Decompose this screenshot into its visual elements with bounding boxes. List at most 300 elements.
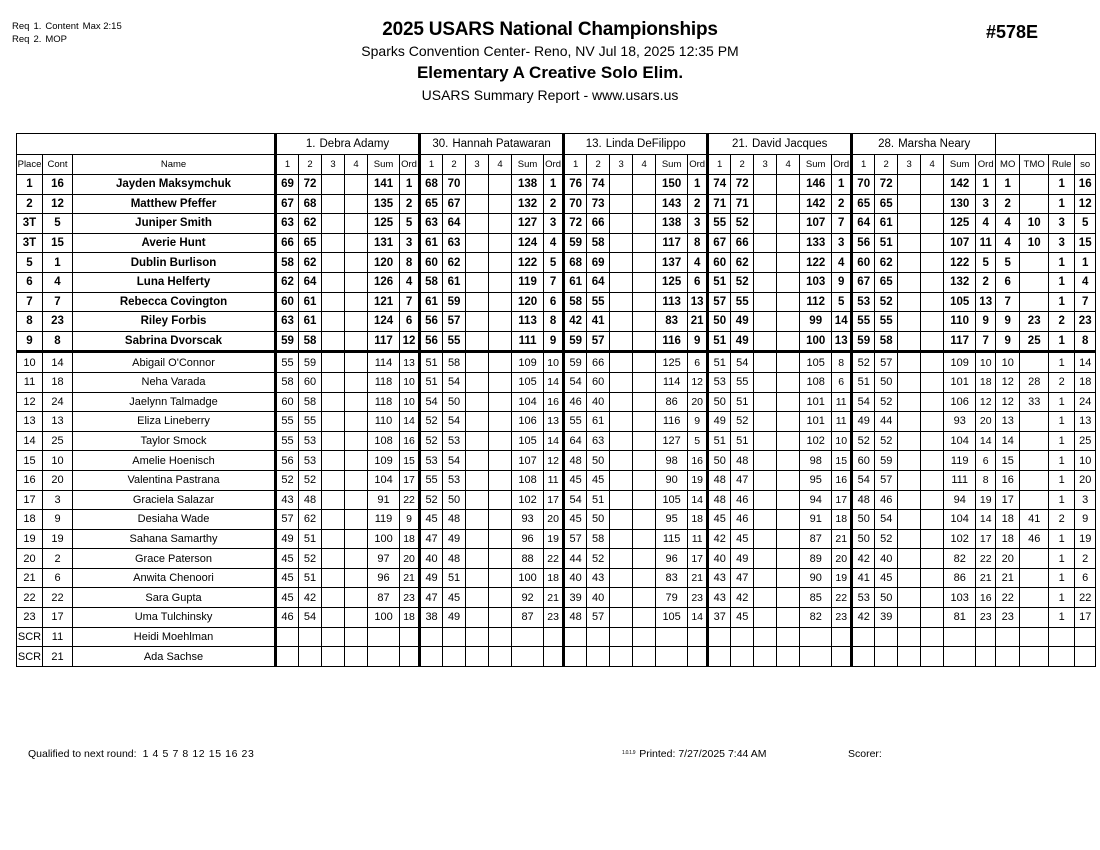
cell-j5-1: 54: [852, 392, 875, 412]
cell-j2-sum: 87: [512, 608, 544, 628]
cell-j3-sum: 137: [656, 253, 688, 273]
cell-j5-sum: 119: [944, 451, 976, 471]
cell-j3-ord: 2: [688, 194, 708, 214]
cell-skater-name: Grace Paterson: [73, 549, 276, 569]
cell-j4-sum: 99: [800, 312, 832, 332]
cell-j4-sum: 94: [800, 490, 832, 510]
cell-j1-sum: 126: [368, 272, 400, 292]
printed-info: [622, 748, 766, 760]
cell-j1-sum: 96: [368, 568, 400, 588]
cell-j4-ord: 13: [832, 331, 852, 352]
cell-j1-1: 57: [276, 510, 299, 530]
cell-j3-4: [633, 412, 656, 432]
cell-j1-1: 45: [276, 588, 299, 608]
cell-j1-ord: [400, 627, 420, 647]
cell-j3-2: 40: [587, 588, 610, 608]
qualified-numbers: 1 4 5 7 8 12 15 16 23: [142, 748, 255, 760]
cell-j1-ord: 10: [400, 392, 420, 412]
cell-j4-sum: 85: [800, 588, 832, 608]
cell-mo: 18: [996, 510, 1020, 530]
cell-skater-name: Eliza Lineberry: [73, 412, 276, 432]
cell-j5-sum: 109: [944, 352, 976, 373]
table-row: [17, 588, 1096, 608]
cell-j3-3: [610, 194, 633, 214]
cell-j4-3: [754, 372, 777, 392]
cell-j1-4: [345, 194, 368, 214]
col-header-j3-1: 1: [564, 155, 587, 175]
cell-skater-name: Desiaha Wade: [73, 510, 276, 530]
cell-skater-name: Rebecca Covington: [73, 292, 276, 312]
cell-j3-2: 66: [587, 352, 610, 373]
cell-j3-1: 48: [564, 451, 587, 471]
cell-j2-4: [489, 372, 512, 392]
cell-j5-1: 42: [852, 608, 875, 628]
cell-j4-sum: 91: [800, 510, 832, 530]
cell-j5-2: 52: [875, 431, 898, 451]
cell-j4-sum: [800, 627, 832, 647]
cell-j4-1: 50: [708, 312, 731, 332]
cell-j2-sum: 93: [512, 510, 544, 530]
cell-j5-2: 72: [875, 175, 898, 195]
cell-j3-4: [633, 392, 656, 412]
cell-j2-sum: 105: [512, 372, 544, 392]
cell-j3-3: [610, 272, 633, 292]
cell-j2-ord: 20: [544, 510, 564, 530]
cell-j4-2: 46: [731, 510, 754, 530]
cell-j4-ord: 21: [832, 529, 852, 549]
cell-j3-1: 42: [564, 312, 587, 332]
cell-rule: 1: [1049, 392, 1075, 412]
cell-rule: 1: [1049, 470, 1075, 490]
cell-j2-1: 52: [420, 412, 443, 432]
cell-skater-name: Averie Hunt: [73, 233, 276, 253]
cell-j3-ord: 19: [688, 470, 708, 490]
cell-j2-sum: 127: [512, 214, 544, 234]
cell-j5-sum: 82: [944, 549, 976, 569]
cell-skater-name: Sara Gupta: [73, 588, 276, 608]
cell-j2-1: 55: [420, 470, 443, 490]
cell-j5-4: [921, 331, 944, 352]
cell-j4-2: 72: [731, 175, 754, 195]
cell-place: 9: [17, 331, 43, 352]
table-row: [17, 312, 1096, 332]
judge-header-4: [708, 134, 852, 155]
cell-j4-4: [777, 233, 800, 253]
cell-j1-ord: 6: [400, 312, 420, 332]
cell-j1-1: 60: [276, 292, 299, 312]
cell-j3-ord: 6: [688, 352, 708, 373]
cell-j1-ord: 7: [400, 292, 420, 312]
results-table-body: [17, 175, 1096, 667]
cell-j1-4: [345, 312, 368, 332]
cell-j3-sum: 138: [656, 214, 688, 234]
cell-j5-4: [921, 253, 944, 273]
cell-rule: 1: [1049, 412, 1075, 432]
cell-skater-name: Matthew Pfeffer: [73, 194, 276, 214]
cell-j1-1: 59: [276, 331, 299, 352]
cell-rule: 3: [1049, 214, 1075, 234]
cell-j1-1: [276, 647, 299, 667]
cell-j4-sum: 146: [800, 175, 832, 195]
cell-j3-4: [633, 451, 656, 471]
col-header-j3-4: 4: [633, 155, 656, 175]
table-row: [17, 331, 1096, 352]
cell-j4-1: 51: [708, 431, 731, 451]
cell-j5-1: 60: [852, 451, 875, 471]
cell-j4-ord: [832, 627, 852, 647]
cell-j2-4: [489, 510, 512, 530]
cell-j3-3: [610, 510, 633, 530]
cell-j5-2: 58: [875, 331, 898, 352]
col-header-j4-3: 3: [754, 155, 777, 175]
cell-j3-1: 72: [564, 214, 587, 234]
cell-j4-4: [777, 490, 800, 510]
cell-j5-4: [921, 175, 944, 195]
cell-contestant-number: 10: [43, 451, 73, 471]
cell-j1-1: 55: [276, 412, 299, 432]
cell-j3-2: [587, 647, 610, 667]
table-row: [17, 412, 1096, 432]
cell-tmo: 23: [1020, 312, 1049, 332]
cell-tmo: [1020, 431, 1049, 451]
cell-j2-2: 54: [443, 372, 466, 392]
col-header-j5-ord: Ord: [976, 155, 996, 175]
cell-j1-ord: 18: [400, 608, 420, 628]
cell-j5-2: 39: [875, 608, 898, 628]
cell-contestant-number: 17: [43, 608, 73, 628]
cell-tmo: [1020, 292, 1049, 312]
cell-place: 5: [17, 253, 43, 273]
cell-j3-3: [610, 588, 633, 608]
cell-j2-1: 58: [420, 272, 443, 292]
cell-skater-name: Abigail O'Connor: [73, 352, 276, 373]
cell-mo: [996, 627, 1020, 647]
cell-j4-1: 37: [708, 608, 731, 628]
cell-j3-3: [610, 647, 633, 667]
col-header-j3-2: 2: [587, 155, 610, 175]
cell-j1-2: 55: [299, 412, 322, 432]
cell-j3-sum: 143: [656, 194, 688, 214]
cell-contestant-number: 14: [43, 352, 73, 373]
cell-mo: 5: [996, 253, 1020, 273]
cell-place: SCR: [17, 647, 43, 667]
cell-j3-3: [610, 549, 633, 569]
cell-j1-3: [322, 253, 345, 273]
cell-j3-2: 66: [587, 214, 610, 234]
cell-j5-2: 55: [875, 312, 898, 332]
cell-j4-3: [754, 627, 777, 647]
cell-j3-4: [633, 529, 656, 549]
cell-place: SCR: [17, 627, 43, 647]
cell-j5-3: [898, 352, 921, 373]
cell-j2-2: 59: [443, 292, 466, 312]
cell-j5-ord: 13: [976, 292, 996, 312]
cell-j3-4: [633, 470, 656, 490]
judge-name-1: Debra Adamy: [319, 138, 390, 150]
cell-skater-name: Jaelynn Talmadge: [73, 392, 276, 412]
cell-j3-sum: 116: [656, 331, 688, 352]
col-header-j2-1: 1: [420, 155, 443, 175]
cell-j5-sum: [944, 647, 976, 667]
req-2-label: Req: [12, 34, 30, 45]
cell-j3-ord: 21: [688, 568, 708, 588]
cell-tmo: [1020, 490, 1049, 510]
cell-j2-1: 61: [420, 292, 443, 312]
cell-j4-sum: 101: [800, 412, 832, 432]
cell-j1-4: [345, 470, 368, 490]
cell-j5-1: 54: [852, 470, 875, 490]
cell-j2-3: [466, 352, 489, 373]
table-row: [17, 352, 1096, 373]
cell-j4-1: 42: [708, 529, 731, 549]
cell-contestant-number: 11: [43, 627, 73, 647]
cell-j5-3: [898, 568, 921, 588]
cell-contestant-number: 20: [43, 470, 73, 490]
cell-j5-ord: 5: [976, 253, 996, 273]
cell-j5-1: 56: [852, 233, 875, 253]
cell-j5-3: [898, 627, 921, 647]
cell-rule: 2: [1049, 312, 1075, 332]
cell-j4-sum: 82: [800, 608, 832, 628]
cell-place: 20: [17, 549, 43, 569]
cell-j3-sum: 127: [656, 431, 688, 451]
cell-place: 14: [17, 431, 43, 451]
cell-mo: 18: [996, 529, 1020, 549]
cell-contestant-number: 7: [43, 292, 73, 312]
cell-j2-2: 51: [443, 568, 466, 588]
cell-rule: 2: [1049, 510, 1075, 530]
cell-j4-ord: [832, 647, 852, 667]
cell-j2-ord: 8: [544, 312, 564, 332]
cell-j4-4: [777, 253, 800, 273]
cell-j3-4: [633, 588, 656, 608]
cell-j3-1: 58: [564, 292, 587, 312]
cell-skater-name: Jayden Maksymchuk: [73, 175, 276, 195]
cell-j3-ord: 21: [688, 312, 708, 332]
results-table-head: [17, 134, 1096, 175]
cell-j5-1: 50: [852, 510, 875, 530]
req-1-extra: Max 2:15: [82, 21, 122, 32]
cell-j5-2: 46: [875, 490, 898, 510]
cell-rule: 1: [1049, 568, 1075, 588]
cell-j4-4: [777, 175, 800, 195]
cell-j5-1: 70: [852, 175, 875, 195]
cell-j2-sum: 92: [512, 588, 544, 608]
title-block: [0, 18, 1100, 105]
cell-j3-1: 40: [564, 568, 587, 588]
cell-j1-4: [345, 549, 368, 569]
cell-j4-ord: 11: [832, 412, 852, 432]
cell-j2-1: [420, 627, 443, 647]
cell-j3-ord: 5: [688, 431, 708, 451]
judge-name-2: Hannah Patawaran: [452, 138, 551, 150]
cell-j3-3: [610, 490, 633, 510]
cell-rule: 1: [1049, 352, 1075, 373]
req-1-text: Content: [45, 21, 79, 32]
cell-j3-4: [633, 312, 656, 332]
cell-j4-ord: 2: [832, 194, 852, 214]
cell-j2-ord: 2: [544, 194, 564, 214]
cell-j4-4: [777, 312, 800, 332]
table-row: [17, 608, 1096, 628]
cell-j3-2: 74: [587, 175, 610, 195]
cell-j1-sum: [368, 647, 400, 667]
cell-j3-sum: 83: [656, 312, 688, 332]
cell-j1-3: [322, 549, 345, 569]
cell-j2-4: [489, 272, 512, 292]
cell-j4-2: 52: [731, 272, 754, 292]
cell-mo: 13: [996, 412, 1020, 432]
cell-j3-2: 64: [587, 272, 610, 292]
requirement-line-1: [12, 20, 126, 33]
judge-header-1: [276, 134, 420, 155]
cell-j2-2: 54: [443, 451, 466, 471]
cell-j2-1: 47: [420, 588, 443, 608]
cell-j1-sum: 109: [368, 451, 400, 471]
cell-j2-sum: 104: [512, 392, 544, 412]
cell-j2-sum: 96: [512, 529, 544, 549]
cell-j3-sum: 117: [656, 233, 688, 253]
cell-j1-1: 62: [276, 272, 299, 292]
cell-j2-3: [466, 233, 489, 253]
cell-j5-2: [875, 627, 898, 647]
cell-j2-3: [466, 510, 489, 530]
cell-j3-ord: 20: [688, 392, 708, 412]
cell-j3-ord: 13: [688, 292, 708, 312]
cell-j5-4: [921, 372, 944, 392]
cell-tmo: [1020, 608, 1049, 628]
col-header-j5-sum: Sum: [944, 155, 976, 175]
cell-tmo: [1020, 647, 1049, 667]
cell-contestant-number: 3: [43, 490, 73, 510]
cell-j1-3: [322, 647, 345, 667]
cell-j5-2: 59: [875, 451, 898, 471]
cell-j5-1: 41: [852, 568, 875, 588]
cell-j3-1: 59: [564, 352, 587, 373]
cell-j3-1: 45: [564, 510, 587, 530]
cell-j3-3: [610, 233, 633, 253]
cell-j5-1: 65: [852, 194, 875, 214]
cell-j3-ord: 6: [688, 272, 708, 292]
cell-j1-3: [322, 412, 345, 432]
cell-mo: [996, 647, 1020, 667]
cell-j4-sum: 108: [800, 372, 832, 392]
cell-j1-sum: 118: [368, 392, 400, 412]
cell-j3-4: [633, 233, 656, 253]
cell-j2-ord: 3: [544, 214, 564, 234]
results-table-container: [16, 133, 1092, 667]
cell-j2-1: 60: [420, 253, 443, 273]
cell-j1-sum: 110: [368, 412, 400, 432]
cell-j2-sum: 124: [512, 233, 544, 253]
cell-skater-name: Neha Varada: [73, 372, 276, 392]
cell-j1-2: 62: [299, 214, 322, 234]
cell-j2-4: [489, 608, 512, 628]
cell-skater-name: Dublin Burlison: [73, 253, 276, 273]
cell-j2-1: 61: [420, 233, 443, 253]
cell-j2-4: [489, 233, 512, 253]
cell-j1-sum: 104: [368, 470, 400, 490]
cell-rule: 2: [1049, 372, 1075, 392]
cell-j5-3: [898, 431, 921, 451]
venue-line: Sparks Convention Center- Reno, NV Jul 18, 2025 12:35 PM: [361, 43, 739, 59]
cell-j3-sum: 113: [656, 292, 688, 312]
cell-j4-2: 52: [731, 214, 754, 234]
judge-number-4: 21.: [731, 138, 748, 150]
table-row: [17, 431, 1096, 451]
cell-mo: 1: [996, 175, 1020, 195]
cell-j4-3: [754, 331, 777, 352]
cell-contestant-number: 5: [43, 214, 73, 234]
cell-j4-1: 43: [708, 588, 731, 608]
cell-mo: 15: [996, 451, 1020, 471]
cell-skater-name: Sahana Samarthy: [73, 529, 276, 549]
cell-j1-ord: 12: [400, 331, 420, 352]
cell-j5-sum: 102: [944, 529, 976, 549]
cell-j4-2: 42: [731, 588, 754, 608]
cell-j3-ord: 11: [688, 529, 708, 549]
cell-j3-3: [610, 312, 633, 332]
cell-j3-4: [633, 253, 656, 273]
col-header-j5-4: 4: [921, 155, 944, 175]
cell-tmo: [1020, 588, 1049, 608]
cell-j5-4: [921, 647, 944, 667]
cell-j5-2: 50: [875, 372, 898, 392]
cell-place: 17: [17, 490, 43, 510]
cell-j1-ord: 2: [400, 194, 420, 214]
table-row: [17, 510, 1096, 530]
cell-j2-sum: 105: [512, 431, 544, 451]
cell-j3-3: [610, 529, 633, 549]
cell-j5-sum: 105: [944, 292, 976, 312]
cell-j2-4: [489, 451, 512, 471]
cell-j1-ord: 23: [400, 588, 420, 608]
cell-j5-sum: 142: [944, 175, 976, 195]
cell-j5-3: [898, 647, 921, 667]
cell-j3-sum: 90: [656, 470, 688, 490]
cell-j1-1: 60: [276, 392, 299, 412]
cell-j3-3: [610, 451, 633, 471]
cell-j3-4: [633, 372, 656, 392]
scorer-label: Scorer:: [848, 748, 882, 760]
cell-j4-ord: 7: [832, 214, 852, 234]
cell-j2-4: [489, 292, 512, 312]
col-header-name: Name: [73, 155, 276, 175]
cell-j3-1: 76: [564, 175, 587, 195]
cell-j2-3: [466, 312, 489, 332]
cell-skater-name: Uma Tulchinsky: [73, 608, 276, 628]
cell-j5-ord: 21: [976, 568, 996, 588]
cell-j5-1: 42: [852, 549, 875, 569]
event-title: Elementary A Creative Solo Elim.: [416, 63, 684, 82]
requirements-block: [12, 20, 126, 46]
cell-j3-sum: 125: [656, 352, 688, 373]
col-header-j4-1: 1: [708, 155, 731, 175]
judge-name-5: Marsha Neary: [898, 138, 971, 150]
cell-j1-sum: 108: [368, 431, 400, 451]
cell-j3-2: 60: [587, 372, 610, 392]
cell-j3-4: [633, 627, 656, 647]
cell-j1-sum: 97: [368, 549, 400, 569]
cell-j4-ord: 1: [832, 175, 852, 195]
cell-tmo: 46: [1020, 529, 1049, 549]
cell-j1-3: [322, 233, 345, 253]
cell-j4-3: [754, 352, 777, 373]
cell-j3-sum: 116: [656, 412, 688, 432]
cell-j4-1: 50: [708, 451, 731, 471]
cell-j2-1: [420, 647, 443, 667]
cell-tmo: 10: [1020, 214, 1049, 234]
